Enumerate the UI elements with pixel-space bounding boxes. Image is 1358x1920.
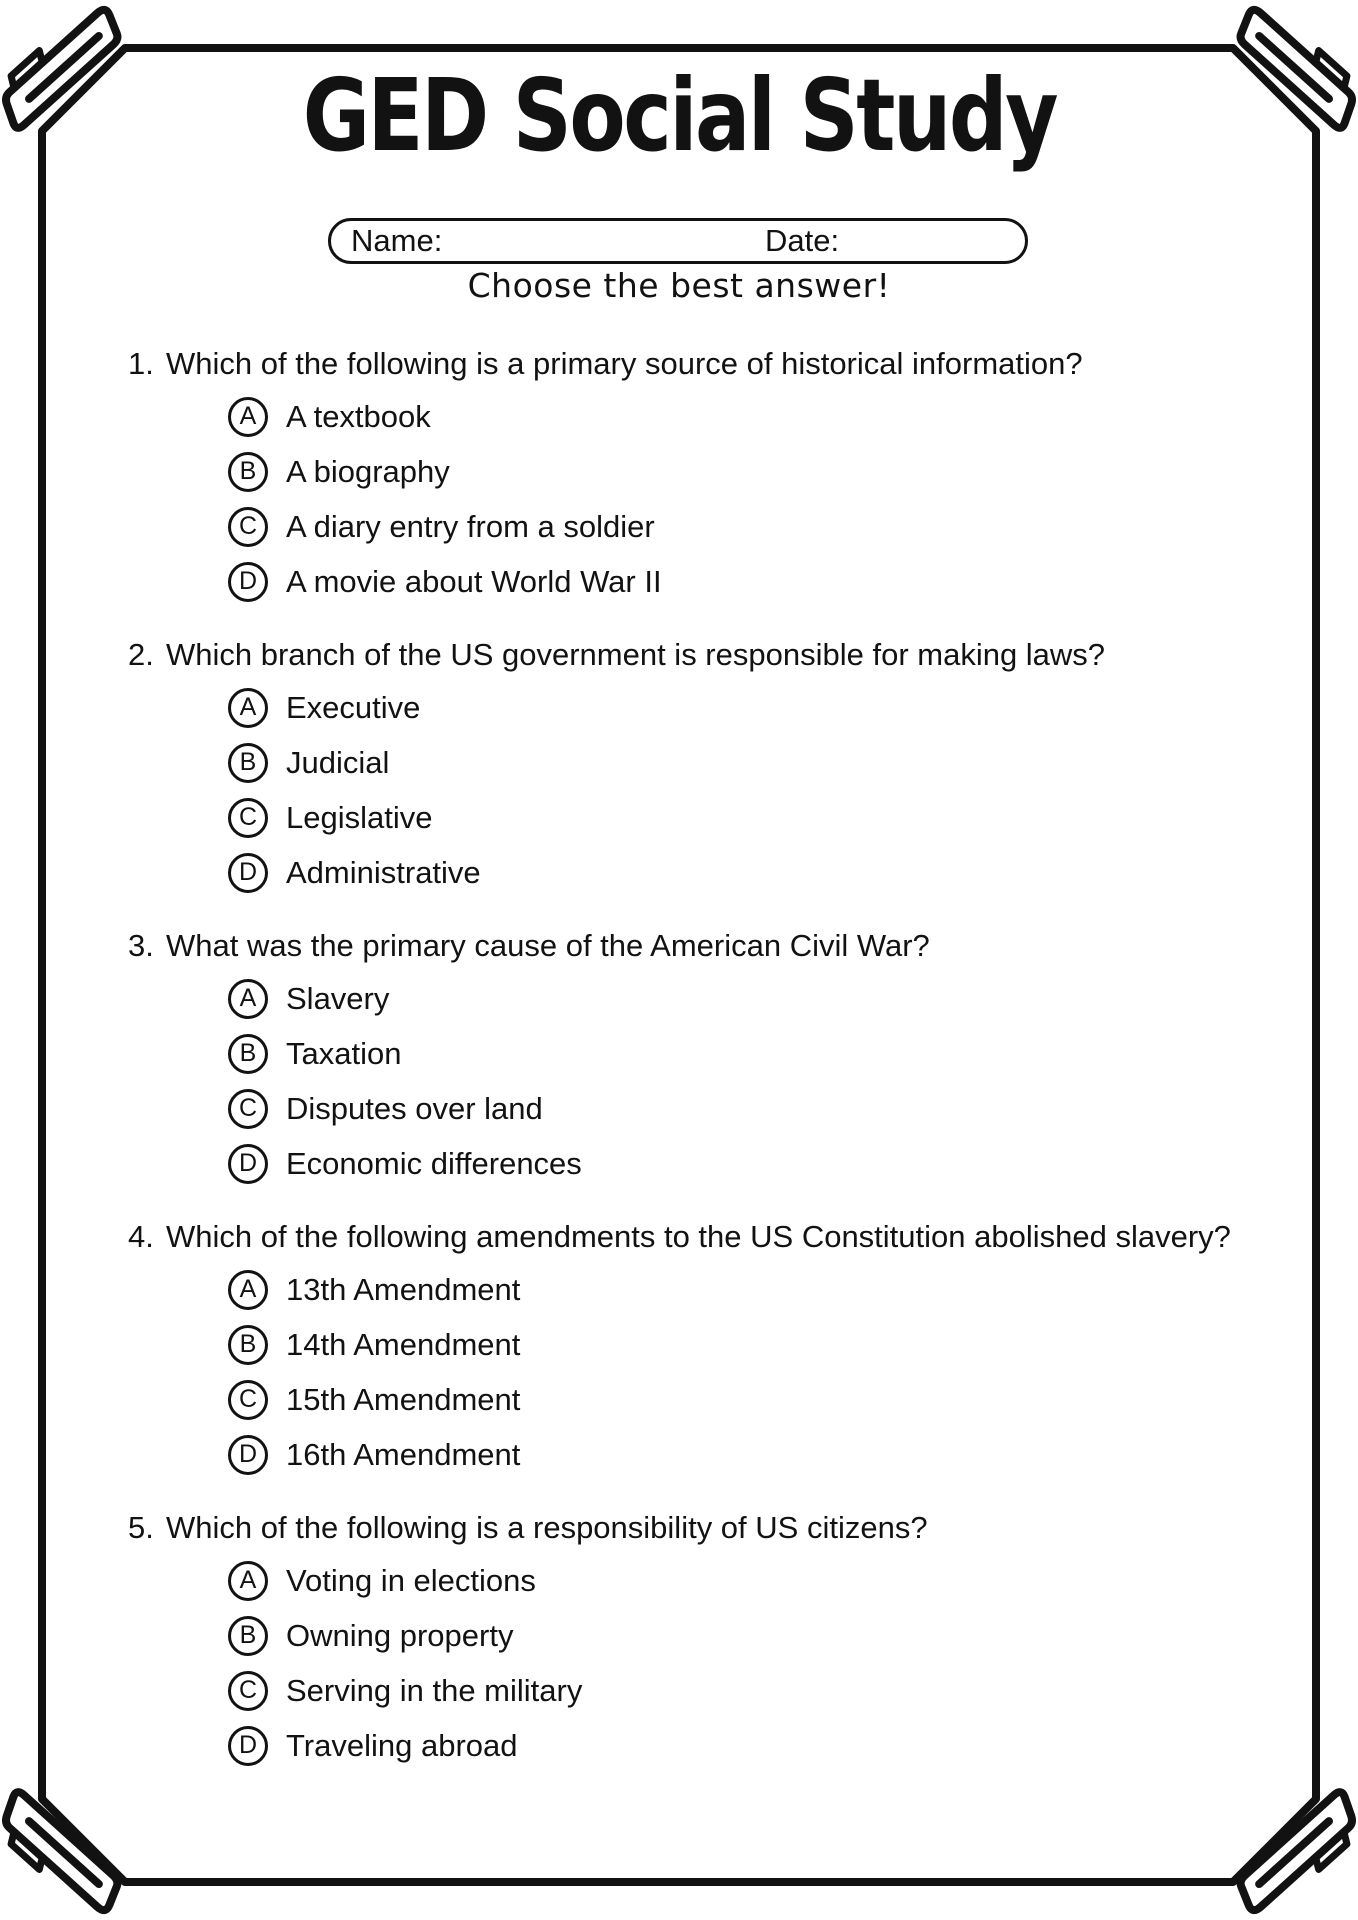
- option-label: 15th Amendment: [286, 1381, 521, 1417]
- corner-tape-icon: [0, 1790, 126, 1920]
- option-letter: B: [239, 1330, 257, 1358]
- question-text: What was the primary cause of the American Civil War?: [166, 928, 930, 963]
- option-letter: C: [238, 1676, 258, 1704]
- option-bubble-q5-d[interactable]: [228, 1726, 268, 1766]
- option-letter: A: [239, 1275, 257, 1303]
- question-number: 3.: [128, 928, 154, 963]
- option-bubble-q5-b[interactable]: [228, 1616, 268, 1656]
- option-label: A diary entry from a soldier: [286, 508, 655, 544]
- option-letter: B: [239, 1621, 257, 1649]
- option-row: [128, 1262, 1296, 1317]
- question-list: [128, 318, 1296, 1773]
- option-bubble-q1-b[interactable]: [228, 452, 268, 492]
- option-label: 14th Amendment: [286, 1326, 521, 1362]
- option-bubble-q2-b[interactable]: [228, 743, 268, 783]
- option-row: [128, 499, 1296, 554]
- question-number: 4.: [128, 1219, 154, 1254]
- option-label: Taxation: [286, 1035, 402, 1071]
- page-title: GED Social Study: [302, 57, 1056, 174]
- option-letter: C: [238, 512, 258, 540]
- name-input-area[interactable]: [461, 225, 751, 259]
- question-3: [128, 926, 1296, 965]
- date-input-area[interactable]: [861, 225, 1011, 259]
- option-letter: A: [239, 402, 257, 430]
- option-letter: D: [238, 858, 258, 886]
- option-letter: D: [238, 1149, 258, 1177]
- option-bubble-q3-a[interactable]: [228, 979, 268, 1019]
- option-bubble-q4-d[interactable]: [228, 1435, 268, 1475]
- question-5: [128, 1508, 1296, 1547]
- option-bubble-q3-b[interactable]: [228, 1034, 268, 1074]
- option-bubble-q3-d[interactable]: [228, 1144, 268, 1184]
- option-letter: A: [239, 984, 257, 1012]
- option-bubble-q4-a[interactable]: [228, 1270, 268, 1310]
- option-row: [128, 554, 1296, 609]
- option-letter: C: [238, 1094, 258, 1122]
- option-bubble-q1-c[interactable]: [228, 507, 268, 547]
- option-label: A movie about World War II: [286, 563, 662, 599]
- option-letter: B: [239, 748, 257, 776]
- option-label: Slavery: [286, 980, 390, 1016]
- name-label: Name:: [351, 223, 443, 258]
- option-row: [128, 1608, 1296, 1663]
- option-bubble-q5-a[interactable]: [228, 1561, 268, 1601]
- option-bubble-q1-d[interactable]: [228, 562, 268, 602]
- option-letter: B: [239, 457, 257, 485]
- question-number: 1.: [128, 346, 154, 381]
- option-letter: A: [239, 693, 257, 721]
- option-label: Voting in elections: [286, 1562, 536, 1598]
- title-row: [0, 58, 1358, 174]
- question-number: 5.: [128, 1510, 154, 1545]
- option-label: Judicial: [286, 744, 390, 780]
- option-row: [128, 1372, 1296, 1427]
- option-letter: C: [238, 803, 258, 831]
- option-label: Traveling abroad: [286, 1727, 518, 1763]
- question-4: [128, 1217, 1296, 1256]
- option-row: [128, 1317, 1296, 1372]
- option-row: [128, 735, 1296, 790]
- name-date-box: [328, 218, 1028, 264]
- option-label: 13th Amendment: [286, 1271, 521, 1307]
- option-row: [128, 845, 1296, 900]
- question-text: Which of the following is a primary source of historical information?: [166, 346, 1083, 381]
- option-letter: D: [238, 567, 258, 595]
- option-label: Disputes over land: [286, 1090, 543, 1126]
- question-text: Which of the following is a responsibility of US citizens?: [166, 1510, 928, 1545]
- option-bubble-q4-c[interactable]: [228, 1380, 268, 1420]
- option-row: [128, 1718, 1296, 1773]
- option-row: [128, 971, 1296, 1026]
- option-letter: C: [238, 1385, 258, 1413]
- option-bubble-q3-c[interactable]: [228, 1089, 268, 1129]
- question-text: Which branch of the US government is responsible for making laws?: [166, 637, 1106, 672]
- option-bubble-q2-d[interactable]: [228, 853, 268, 893]
- instruction-text: Choose the best answer!: [467, 266, 891, 305]
- option-letter: A: [239, 1566, 257, 1594]
- option-label: A textbook: [286, 398, 431, 434]
- option-row: [128, 1136, 1296, 1191]
- option-row: [128, 1427, 1296, 1482]
- question-2: [128, 635, 1296, 674]
- question-number: 2.: [128, 637, 154, 672]
- option-bubble-q5-c[interactable]: [228, 1671, 268, 1711]
- corner-tape-icon: [1232, 1790, 1358, 1920]
- option-row: [128, 1663, 1296, 1718]
- option-row: [128, 1553, 1296, 1608]
- option-letter: B: [239, 1039, 257, 1067]
- option-row: [128, 1081, 1296, 1136]
- option-label: 16th Amendment: [286, 1436, 521, 1472]
- option-row: [128, 1026, 1296, 1081]
- option-label: Owning property: [286, 1617, 514, 1653]
- option-label: Serving in the military: [286, 1672, 583, 1708]
- option-bubble-q2-a[interactable]: [228, 688, 268, 728]
- option-row: [128, 389, 1296, 444]
- option-label: A biography: [286, 453, 450, 489]
- option-row: [128, 444, 1296, 499]
- option-label: Economic differences: [286, 1145, 582, 1181]
- option-label: Administrative: [286, 854, 481, 890]
- option-bubble-q2-c[interactable]: [228, 798, 268, 838]
- date-label: Date:: [765, 223, 840, 258]
- option-row: [128, 680, 1296, 735]
- option-letter: D: [238, 1440, 258, 1468]
- option-letter: D: [238, 1731, 258, 1759]
- question-1: [128, 344, 1296, 383]
- option-label: Executive: [286, 689, 421, 725]
- option-bubble-q1-a[interactable]: [228, 397, 268, 437]
- question-text: Which of the following amendments to the US Constitution abolished slavery?: [166, 1219, 1231, 1254]
- option-row: [128, 790, 1296, 845]
- option-bubble-q4-b[interactable]: [228, 1325, 268, 1365]
- option-label: Legislative: [286, 799, 433, 835]
